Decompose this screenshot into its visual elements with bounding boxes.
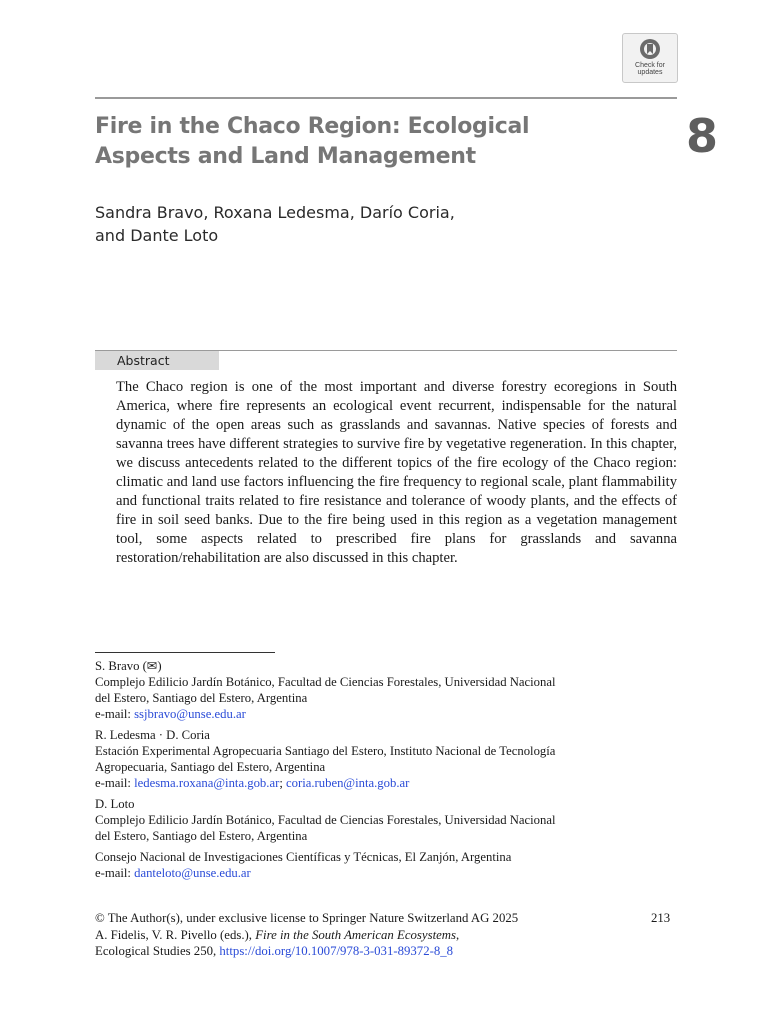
email-link[interactable]: ssjbravo@unse.edu.ar: [134, 707, 246, 721]
book-title: Fire in the South American Ecosystems: [255, 927, 457, 942]
affiliation-email-row: [95, 775, 655, 791]
abstract-text: The Chaco region is one of the most important and diverse forestry ecoregions in South America, where fire represents an ecological event recurrent, indispensable for the natural dynamic of the open areas such as grasslands and savannas. Native species of forests and savanna trees have different strategies to survive fire by vegetative regeneration. In this chapter, we discuss antecedents related to the different topics of the fire ecology of the Chaco region: climatic and land use factors influencing the fire frequency to regional scale, plant flammability and functional traits related to fire resistance and tolerance of woody plants, and the effects of fire in soil seed banks. Due to the fire being used in this region as a vegetation management tool, some aspects related to prescribed fire plans for grasslands and savanna restoration/rehabilitation are also discussed in this chapter.: [116, 379, 677, 566]
email-separator: ;: [279, 776, 287, 790]
author-list: [95, 201, 575, 247]
affiliation-extra: Consejo Nacional de Investigaciones Científicas y Técnicas, El Zanjón, Argentina: [95, 850, 512, 864]
bookmark-icon: [639, 38, 661, 60]
affiliation-name: D. Loto: [95, 797, 135, 811]
author-line-2: and Dante Loto: [95, 226, 219, 245]
chapter-title: [95, 112, 615, 172]
footnote-rule: [95, 652, 275, 653]
affiliation-line: Complejo Edilicio Jardín Botánico, Facultad de Ciencias Forestales, Universidad Nacional: [95, 675, 556, 689]
header-rule: [95, 97, 677, 99]
page-footer: [95, 910, 685, 960]
chapter-number: 8: [686, 109, 719, 163]
copyright-line: © The Author(s), under exclusive license to Springer Nature Switzerland AG 2025: [95, 911, 519, 925]
series: Ecological Studies 250,: [95, 944, 220, 958]
chapter-title-line-1: Fire in the Chaco Region: Ecological: [95, 114, 530, 139]
affiliation-bravo: [95, 658, 655, 722]
series-line: [95, 943, 685, 960]
page-number: 213: [651, 911, 671, 925]
email-label: e-mail:: [95, 776, 135, 790]
editors: A. Fidelis, V. R. Pivello (eds.),: [95, 927, 256, 942]
abstract-heading: Abstract: [117, 353, 170, 368]
email-label: e-mail:: [95, 866, 135, 880]
email-link-2[interactable]: coria.ruben@inta.gob.ar: [286, 776, 410, 790]
author-line-1: Sandra Bravo, Roxana Ledesma, Darío Coria,: [95, 203, 455, 222]
affiliation-name: S. Bravo (✉): [95, 659, 162, 673]
doi-link[interactable]: https://doi.org/10.1007/978-3-031-89372-8_8: [219, 944, 454, 958]
affiliation-name: R. Ledesma · D. Coria: [95, 728, 210, 742]
affiliation-line: del Estero, Santiago del Estero, Argentina: [95, 829, 308, 843]
affiliation-line: Complejo Edilicio Jardín Botánico, Facultad de Ciencias Forestales, Universidad Nacional: [95, 813, 556, 827]
affiliation-line: Agropecuaria, Santiago del Estero, Argentina: [95, 760, 326, 774]
email-link[interactable]: danteloto@unse.edu.ar: [134, 866, 251, 880]
affiliation-loto: [95, 796, 655, 881]
check-for-updates-label: Check for updates: [635, 62, 665, 76]
citation-line: [95, 927, 685, 944]
affiliation-line: Estación Experimental Agropecuaria Santiago del Estero, Instituto Nacional de Tecnología: [95, 744, 556, 758]
editors-end: ,: [456, 927, 460, 942]
affiliation-email-row: [95, 706, 655, 722]
affiliation-line: del Estero, Santiago del Estero, Argentina: [95, 691, 308, 705]
check-for-updates-badge[interactable]: [622, 33, 678, 83]
chapter-title-line-2: Aspects and Land Management: [95, 144, 476, 169]
email-link[interactable]: ledesma.roxana@inta.gob.ar: [134, 776, 280, 790]
email-label: e-mail:: [95, 707, 135, 721]
affiliation-email-row: [95, 865, 655, 881]
affiliation-ledesma-coria: [95, 727, 655, 791]
